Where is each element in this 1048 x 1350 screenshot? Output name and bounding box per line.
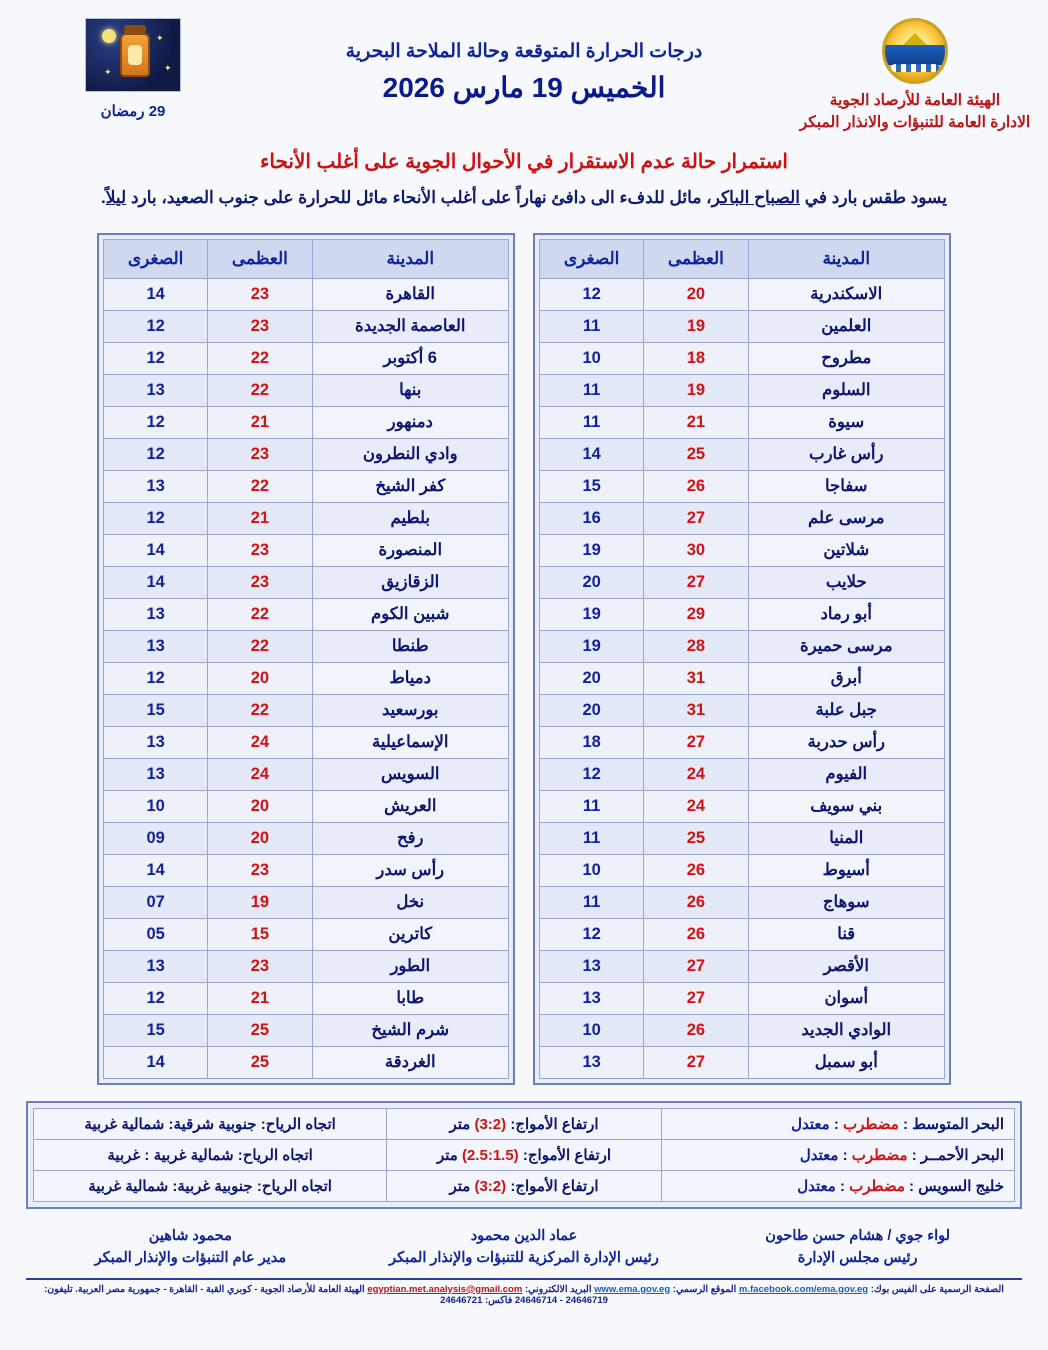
sea-label: البحر المتوسط : — [902, 1115, 1004, 1133]
header-min: الصغرى — [104, 239, 208, 278]
min-temp: 12 — [104, 310, 208, 342]
table-row — [540, 854, 945, 886]
city-name: قنا — [748, 918, 944, 950]
table-row — [104, 598, 509, 630]
city-name: أبو سمبل — [748, 1046, 944, 1078]
max-temp: 15 — [208, 918, 312, 950]
table-row — [540, 758, 945, 790]
city-name: أسيوط — [748, 854, 944, 886]
min-temp: 12 — [104, 502, 208, 534]
min-temp: 20 — [540, 662, 644, 694]
table-row — [104, 726, 509, 758]
sea-state-rough: مضطرب — [851, 1146, 908, 1164]
max-temp: 21 — [208, 406, 312, 438]
table-header-row — [540, 239, 945, 278]
table-row — [104, 790, 509, 822]
max-temp: 22 — [208, 630, 312, 662]
max-temp: 21 — [644, 406, 748, 438]
city-name: مرسى علم — [748, 502, 944, 534]
max-temp: 26 — [644, 886, 748, 918]
marine-conditions — [26, 1101, 1022, 1209]
min-temp: 13 — [104, 374, 208, 406]
city-name: العاصمة الجديدة — [312, 310, 508, 342]
min-temp: 09 — [104, 822, 208, 854]
max-temp: 25 — [644, 822, 748, 854]
max-temp: 18 — [644, 342, 748, 374]
footer-fb-label: الصفحة الرسمية على الفيس بوك: — [870, 1283, 1004, 1295]
page-header — [0, 0, 1048, 137]
min-temp: 11 — [540, 790, 644, 822]
city-name: جبل علبة — [748, 694, 944, 726]
max-temp: 22 — [208, 470, 312, 502]
city-name: 6 أكتوبر — [312, 342, 508, 374]
city-name: طابا — [312, 982, 508, 1014]
min-temp: 14 — [104, 566, 208, 598]
min-temp: 12 — [104, 438, 208, 470]
sea-state-rough: مضطرب — [849, 1177, 905, 1195]
summary-bold1: نهاراً — [515, 187, 547, 207]
min-temp: 11 — [540, 310, 644, 342]
footer-phone: تليفون: 24646719 - 24646714 فاكس: 24646721 — [44, 1283, 608, 1306]
max-temp: 27 — [644, 1046, 748, 1078]
signature-block — [26, 1225, 355, 1270]
waves-unit: متر — [436, 1146, 458, 1164]
min-temp: 12 — [104, 982, 208, 1014]
max-temp: 25 — [644, 438, 748, 470]
min-temp: 15 — [540, 470, 644, 502]
email-link[interactable]: egyptian.met.analysis@gmail.com — [367, 1283, 523, 1295]
min-temp: 10 — [104, 790, 208, 822]
summary-part4: . — [101, 187, 106, 207]
website-link[interactable]: www.ema.gov.eg — [594, 1283, 671, 1295]
table-row — [104, 662, 509, 694]
sea-state — [661, 1139, 1014, 1170]
min-temp: 20 — [540, 566, 644, 598]
wind-value: جنوبية شرقية: شمالية غربية — [84, 1115, 257, 1133]
min-temp: 20 — [540, 694, 644, 726]
marine-row — [34, 1108, 1015, 1139]
city-name: رأس سدر — [312, 854, 508, 886]
waves-value: (3:2) — [474, 1177, 507, 1195]
footer-org: الهيئة العامة للأرصاد الجوية - كوبري القبة - القاهرة - جمهورية مصر العربية. — [75, 1283, 365, 1295]
max-temp: 30 — [644, 534, 748, 566]
table-header-row — [104, 239, 509, 278]
sea-state — [661, 1170, 1014, 1201]
max-temp: 23 — [208, 310, 312, 342]
table-row — [540, 790, 945, 822]
table-row — [540, 534, 945, 566]
city-name: وادي النطرون — [312, 438, 508, 470]
max-temp: 22 — [208, 694, 312, 726]
min-temp: 14 — [104, 1046, 208, 1078]
table-row — [104, 982, 509, 1014]
min-temp: 11 — [540, 406, 644, 438]
wind-value: جنوبية غربية: شمالية غربية — [88, 1177, 253, 1195]
max-temp: 21 — [208, 982, 312, 1014]
city-name: العريش — [312, 790, 508, 822]
signature-role: رئيس مجلس الإدارة — [797, 1250, 918, 1267]
max-temp: 20 — [208, 822, 312, 854]
max-temp: 23 — [208, 854, 312, 886]
city-name: رأس حدربة — [748, 726, 944, 758]
max-temp: 20 — [208, 790, 312, 822]
footer-contact-line — [26, 1278, 1022, 1306]
city-name: المنصورة — [312, 534, 508, 566]
city-name: كفر الشيخ — [312, 470, 508, 502]
sea-label: خليج السويس : — [909, 1177, 1004, 1195]
max-temp: 23 — [208, 950, 312, 982]
city-name: السلوم — [748, 374, 944, 406]
table-row — [104, 886, 509, 918]
city-name: سوهاج — [748, 886, 944, 918]
table-row — [540, 1014, 945, 1046]
max-temp: 28 — [644, 630, 748, 662]
table-row — [104, 374, 509, 406]
max-temp: 25 — [208, 1046, 312, 1078]
min-temp: 14 — [104, 534, 208, 566]
city-name: رأس غارب — [748, 438, 944, 470]
footer-site-label: الموقع الرسمي: — [672, 1283, 737, 1295]
min-temp: 13 — [104, 598, 208, 630]
waves-value: (3:2) — [474, 1115, 507, 1133]
table-row — [540, 982, 945, 1014]
header-min: الصغرى — [540, 239, 644, 278]
ema-logo-icon — [882, 18, 948, 84]
city-name: أسوان — [748, 982, 944, 1014]
max-temp: 21 — [208, 502, 312, 534]
max-temp: 24 — [644, 758, 748, 790]
city-name: مطروح — [748, 342, 944, 374]
city-name: الزقازيق — [312, 566, 508, 598]
min-temp: 16 — [540, 502, 644, 534]
min-temp: 10 — [540, 854, 644, 886]
waves-value: (2.5:1.5) — [461, 1146, 519, 1164]
sea-state-rough: مضطرب — [843, 1115, 899, 1133]
max-temp: 31 — [644, 662, 748, 694]
table-row — [104, 438, 509, 470]
min-temp: 11 — [540, 822, 644, 854]
max-temp: 26 — [644, 1014, 748, 1046]
summary-part1: يسود طقس بارد في — [800, 187, 947, 207]
min-temp: 11 — [540, 374, 644, 406]
min-temp: 13 — [540, 1046, 644, 1078]
table-row — [540, 406, 945, 438]
city-name: سفاجا — [748, 470, 944, 502]
header-max: العظمى — [644, 239, 748, 278]
max-temp: 29 — [644, 598, 748, 630]
sea-label: البحر الأحمــر : — [911, 1146, 1004, 1164]
summary-underline1: الصباح الباكر — [711, 187, 801, 207]
max-temp: 23 — [208, 566, 312, 598]
max-temp: 27 — [644, 566, 748, 598]
min-temp: 19 — [540, 534, 644, 566]
header-city: المدينة — [748, 239, 944, 278]
min-temp: 12 — [104, 662, 208, 694]
city-name: الطور — [312, 950, 508, 982]
table-row — [540, 278, 945, 310]
max-temp: 24 — [208, 758, 312, 790]
city-name: شرم الشيخ — [312, 1014, 508, 1046]
max-temp: 22 — [208, 342, 312, 374]
table-row — [540, 374, 945, 406]
left-table-wrapper — [533, 233, 951, 1085]
min-temp: 07 — [104, 886, 208, 918]
max-temp: 20 — [208, 662, 312, 694]
right-table-wrapper — [97, 233, 515, 1085]
table-row — [540, 950, 945, 982]
city-name: بني سويف — [748, 790, 944, 822]
max-temp: 19 — [208, 886, 312, 918]
marine-row — [34, 1139, 1015, 1170]
table-row — [540, 598, 945, 630]
city-name: بورسعيد — [312, 694, 508, 726]
city-name: دمياط — [312, 662, 508, 694]
waves-label: ارتفاع الأمواج: — [522, 1146, 612, 1164]
table-row — [104, 758, 509, 790]
max-temp: 22 — [208, 598, 312, 630]
table-row — [104, 694, 509, 726]
max-temp: 26 — [644, 854, 748, 886]
city-name: شبين الكوم — [312, 598, 508, 630]
min-temp: 18 — [540, 726, 644, 758]
max-temp: 23 — [208, 278, 312, 310]
signature-role: رئيس الإدارة المركزية للتنبؤات والإنذار المبكر — [389, 1250, 659, 1267]
wind-direction — [34, 1139, 387, 1170]
max-temp: 23 — [208, 534, 312, 566]
city-name: أبو رماد — [748, 598, 944, 630]
table-row — [104, 406, 509, 438]
table-row — [104, 918, 509, 950]
sea-state-sep: : — [833, 1115, 839, 1133]
min-temp: 13 — [540, 982, 644, 1014]
max-temp: 26 — [644, 470, 748, 502]
table-row — [104, 630, 509, 662]
summary-part3: على أغلب الأنحاء مائل للحرارة على جنوب الصعيد، بارد — [126, 187, 516, 207]
sea-state-sep: : — [839, 1177, 845, 1195]
max-temp: 25 — [208, 1014, 312, 1046]
signature-name: عماد الدين محمود — [470, 1227, 578, 1244]
city-name: المنيا — [748, 822, 944, 854]
wind-label: اتجاه الرياح: — [256, 1177, 332, 1195]
min-temp: 11 — [540, 886, 644, 918]
city-name: السويس — [312, 758, 508, 790]
sea-state-calm: معتدل — [791, 1115, 830, 1133]
min-temp: 13 — [540, 950, 644, 982]
table-row — [540, 1046, 945, 1078]
header-left-org — [799, 18, 1031, 135]
wave-height — [387, 1108, 662, 1139]
min-temp: 10 — [540, 1014, 644, 1046]
city-name: نخل — [312, 886, 508, 918]
table-row — [104, 470, 509, 502]
min-temp: 14 — [540, 438, 644, 470]
city-name: أبرق — [748, 662, 944, 694]
signature-block — [693, 1225, 1022, 1270]
table-row — [540, 630, 945, 662]
city-name: كاترين — [312, 918, 508, 950]
city-name: بنها — [312, 374, 508, 406]
wind-direction — [34, 1170, 387, 1201]
min-temp: 05 — [104, 918, 208, 950]
table-row — [540, 310, 945, 342]
signature-row — [26, 1225, 1022, 1270]
wind-value: شمالية غربية : غربية — [107, 1146, 234, 1164]
max-temp: 20 — [644, 278, 748, 310]
sea-state-sep: : — [842, 1146, 848, 1164]
max-temp: 19 — [644, 374, 748, 406]
max-temp: 27 — [644, 950, 748, 982]
city-name: العلمين — [748, 310, 944, 342]
min-temp: 13 — [104, 726, 208, 758]
min-temp: 19 — [540, 630, 644, 662]
waves-unit: متر — [449, 1115, 471, 1133]
wind-label: اتجاه الرياح: — [260, 1115, 336, 1133]
min-temp: 12 — [104, 342, 208, 374]
table-row — [540, 566, 945, 598]
max-temp: 24 — [208, 726, 312, 758]
signature-role: مدير عام التنبؤات والإنذار المبكر — [94, 1250, 287, 1267]
summary-underline2: ليلاً — [105, 187, 127, 207]
table-row — [540, 470, 945, 502]
table-row — [540, 662, 945, 694]
table-row — [104, 822, 509, 854]
min-temp: 13 — [104, 758, 208, 790]
max-temp: 26 — [644, 918, 748, 950]
min-temp: 14 — [104, 854, 208, 886]
table-row — [104, 1046, 509, 1078]
summary-part2: ، مائل للدفء الى دافئ — [546, 187, 712, 207]
page-date: الخميس 19 مارس 2026 — [382, 72, 666, 103]
signature-name: لواء جوي / هشام حسن طاحون — [765, 1227, 951, 1244]
city-name: سيوة — [748, 406, 944, 438]
table-row — [540, 918, 945, 950]
min-temp: 19 — [540, 598, 644, 630]
sea-state-calm: معتدل — [799, 1146, 839, 1164]
min-temp: 12 — [540, 758, 644, 790]
sea-state — [661, 1108, 1014, 1139]
signature-name: محمود شاهين — [148, 1227, 232, 1244]
table-row — [104, 1014, 509, 1046]
table-row — [540, 886, 945, 918]
table-row — [104, 534, 509, 566]
min-temp: 12 — [104, 406, 208, 438]
hijri-date: 29 رمضان — [100, 103, 166, 120]
wave-height — [387, 1170, 662, 1201]
city-name: القاهرة — [312, 278, 508, 310]
table-row — [540, 502, 945, 534]
min-temp: 13 — [104, 950, 208, 982]
min-temp: 13 — [104, 630, 208, 662]
city-name: مرسى حميرة — [748, 630, 944, 662]
table-row — [104, 278, 509, 310]
signature-block — [360, 1225, 689, 1270]
header-right-ramadan — [28, 18, 238, 120]
sea-state-calm: معتدل — [797, 1177, 836, 1195]
page-footer — [0, 1225, 1048, 1306]
max-temp: 27 — [644, 726, 748, 758]
city-name: بلطيم — [312, 502, 508, 534]
city-name: الأقصر — [748, 950, 944, 982]
max-temp: 27 — [644, 502, 748, 534]
city-name: الإسماعيلية — [312, 726, 508, 758]
city-name: طنطا — [312, 630, 508, 662]
header-max: العظمى — [208, 239, 312, 278]
min-temp: 12 — [540, 278, 644, 310]
min-temp: 10 — [540, 342, 644, 374]
table-row — [540, 694, 945, 726]
table-row — [104, 566, 509, 598]
temperature-tables — [0, 233, 1048, 1085]
headline-banner: استمرار حالة عدم الاستقرار في الأحوال الجوية على أغلب الأنحاء — [260, 150, 788, 173]
footer-mail-label: البريد الالكتروني: — [524, 1283, 592, 1295]
max-temp: 24 — [644, 790, 748, 822]
table-row — [104, 502, 509, 534]
city-name: الفيوم — [748, 758, 944, 790]
city-name: دمنهور — [312, 406, 508, 438]
marine-table — [33, 1108, 1015, 1202]
city-name: الوادي الجديد — [748, 1014, 944, 1046]
page-title: درجات الحرارة المتوقعة وحالة الملاحة البحرية — [345, 41, 703, 62]
waves-label: ارتفاع الأمواج: — [510, 1177, 599, 1195]
max-temp: 27 — [644, 982, 748, 1014]
facebook-link[interactable]: m.facebook.com/ema.gov.eg — [738, 1283, 869, 1295]
marine-row — [34, 1170, 1015, 1201]
city-name: شلاتين — [748, 534, 944, 566]
table-row — [104, 950, 509, 982]
min-temp: 14 — [104, 278, 208, 310]
header-city: المدينة — [312, 239, 508, 278]
org-line1: الهيئة العامة للأرصاد الجوية — [829, 92, 1001, 109]
table-row — [540, 342, 945, 374]
min-temp: 12 — [540, 918, 644, 950]
left-temperature-table — [539, 239, 945, 1079]
city-name: رفح — [312, 822, 508, 854]
city-name: حلايب — [748, 566, 944, 598]
table-row — [104, 342, 509, 374]
wind-direction — [34, 1108, 387, 1139]
min-temp: 15 — [104, 1014, 208, 1046]
table-row — [104, 854, 509, 886]
wind-label: اتجاه الرياح: — [237, 1146, 313, 1164]
max-temp: 22 — [208, 374, 312, 406]
table-row — [540, 438, 945, 470]
waves-unit: متر — [449, 1177, 471, 1195]
wave-height — [387, 1139, 662, 1170]
table-row — [540, 726, 945, 758]
max-temp: 31 — [644, 694, 748, 726]
city-name: الاسكندرية — [748, 278, 944, 310]
org-line2: الادارة العامة للتنبؤات والانذار المبكر — [799, 114, 1031, 132]
waves-label: ارتفاع الأمواج: — [510, 1115, 599, 1133]
min-temp: 13 — [104, 470, 208, 502]
forecast-summary — [46, 184, 1002, 213]
right-temperature-table — [103, 239, 509, 1079]
table-row — [104, 310, 509, 342]
max-temp: 23 — [208, 438, 312, 470]
header-title-block — [238, 18, 810, 104]
min-temp: 15 — [104, 694, 208, 726]
table-row — [540, 822, 945, 854]
ramadan-lantern-icon: ✦ ✦ ✦ — [85, 18, 181, 92]
city-name: الغردقة — [312, 1046, 508, 1078]
max-temp: 19 — [644, 310, 748, 342]
